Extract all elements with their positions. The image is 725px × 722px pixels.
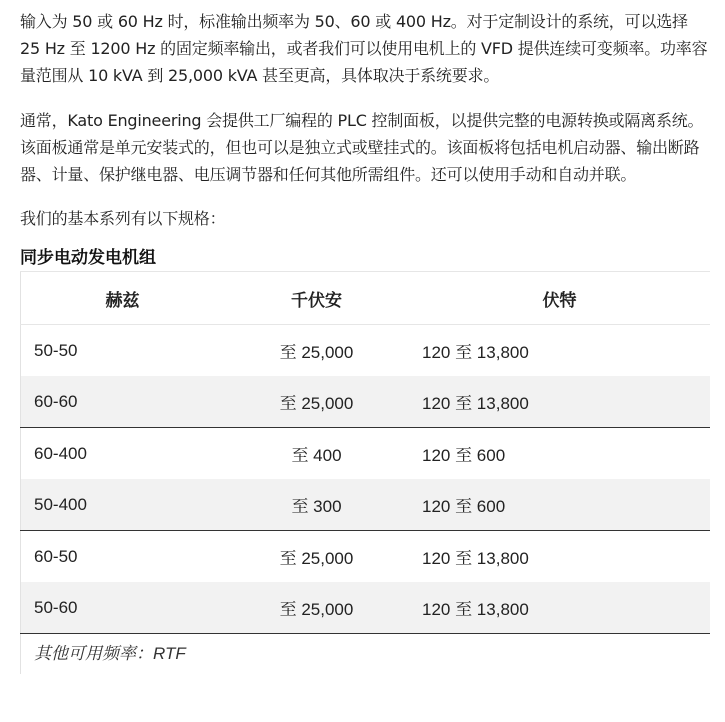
table-row <box>21 325 711 377</box>
cell-kva: 至 25,000 <box>224 376 409 428</box>
section-title: 同步电动发电机组 <box>20 248 156 268</box>
header-hz: 赫兹 <box>21 272 225 325</box>
control-panel-paragraph: 通常，Kato Engineering 会提供工厂编程的 PLC 控制面板，以提供完整的电源转换或隔离系统。该面板通常是单元安装式的，但也可以是独立式或壁挂式的。该面板将包括电机启动器、输出断路器、计量、保护继电器、电压调节器和任何其他所需组件。还可以使用手动和自动并联。 <box>20 111 704 184</box>
cell-hz: 50-50 <box>34 340 78 360</box>
cell-kva: 至 25,000 <box>279 549 354 568</box>
cell-volts: 120 至 13,800 <box>422 343 529 362</box>
cell-kva: 至 300 <box>224 479 409 531</box>
table-row <box>21 479 711 531</box>
table-row <box>21 428 711 480</box>
spec-intro-paragraph: 我们的基本系列有以下规格： <box>20 209 226 228</box>
table-row <box>21 582 711 634</box>
table-row <box>21 376 711 428</box>
table-row <box>21 531 711 583</box>
cell-kva: 至 400 <box>291 446 342 465</box>
cell-hz: 60-50 <box>34 546 78 566</box>
cell-volts: 120 至 600 <box>422 446 506 465</box>
intro-paragraph: 输入为 50 或 60 Hz 时，标准输出频率为 50、60 或 400 Hz。对于定制设计的系统，可以选择 25 Hz 至 1200 Hz 的固定频率输出，或者我们可以使用电机上的 VFD 提供连续可变频率。功率容量范围从 10 kVA 到 25,000 kVA 甚至更高，具体取决于系统要求。 <box>20 12 708 85</box>
table-header-row <box>21 272 711 325</box>
cell-volts: 120 至 13,800 <box>422 549 529 568</box>
cell-hz: 60-400 <box>34 443 87 463</box>
cell-hz: 50-60 <box>21 582 225 634</box>
header-volts: 伏特 <box>409 272 710 325</box>
table-note: 其他可用频率：RTF <box>20 634 711 674</box>
cell-hz: 60-60 <box>21 376 225 428</box>
cell-kva: 至 25,000 <box>224 582 409 634</box>
cell-volts: 120 至 600 <box>409 479 710 531</box>
cell-volts: 120 至 13,800 <box>409 582 710 634</box>
header-kva: 千伏安 <box>224 272 409 325</box>
cell-volts: 120 至 13,800 <box>409 376 710 428</box>
spec-table <box>20 271 710 634</box>
cell-kva: 至 25,000 <box>279 343 354 362</box>
cell-hz: 50-400 <box>21 479 225 531</box>
